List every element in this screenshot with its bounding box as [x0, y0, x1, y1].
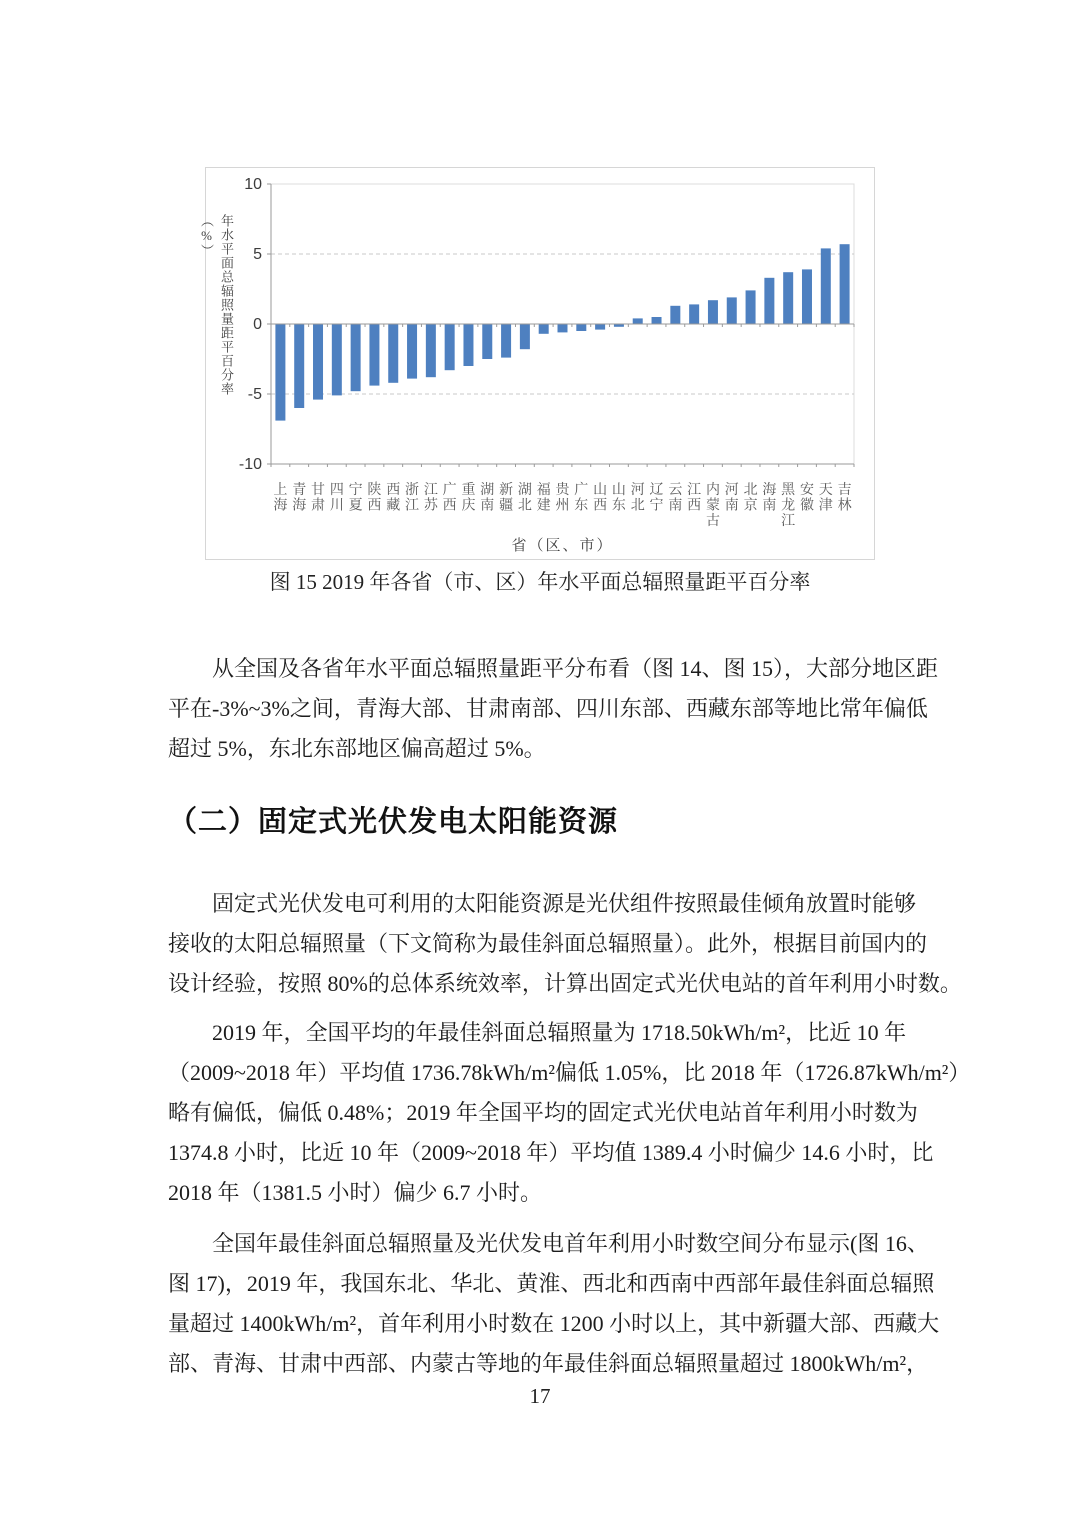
bar-吉林: [840, 244, 850, 324]
x-category-label: 西: [367, 498, 382, 514]
x-category-label: 津: [818, 498, 833, 514]
bar-福建: [539, 324, 549, 334]
x-category-label: 四: [329, 483, 344, 498]
x-category-label: 西: [442, 498, 457, 514]
x-category-label: 古: [705, 514, 720, 529]
page-number: 17: [529, 1384, 551, 1408]
x-category-label: 夏: [348, 498, 363, 514]
text-line: 2018 年（1381.5 小时）偏少 6.7 小时。: [168, 1180, 543, 1205]
text-line: 图 17)，2019 年，我国东北、华北、黄淮、西北和西南中西部年最佳斜面总辐照: [168, 1271, 935, 1296]
x-category-label: 浙: [405, 483, 420, 498]
section-heading: （二）固定式光伏发电太阳能资源: [168, 806, 619, 838]
bar-湖北: [520, 324, 530, 349]
x-category-label: 山: [611, 483, 626, 498]
x-category-label: 北: [517, 498, 532, 514]
x-category-label: 重: [461, 483, 476, 498]
bar-宁夏: [351, 324, 361, 391]
x-category-label: 徽: [799, 498, 814, 514]
x-category-label: 北: [743, 483, 758, 498]
text-line: 部、青海、甘肃中西部、内蒙古等地的年最佳斜面总辐照量超过 1800kWh/m²，: [168, 1351, 929, 1376]
x-category-label: 新: [499, 483, 514, 498]
bar-重庆: [463, 324, 473, 366]
x-category-label: 苏: [423, 498, 438, 514]
x-category-label: 京: [743, 498, 758, 514]
bar-江苏: [426, 324, 436, 377]
x-category-label: 海: [762, 483, 777, 498]
x-category-label: 南: [480, 498, 495, 514]
bar-天津: [821, 248, 831, 324]
y-tick-label: 0: [253, 316, 262, 333]
y-tick-label: 5: [253, 246, 262, 263]
text-line: 略有偏低，偏低 0.48%；2019 年全国平均的固定式光伏电站首年利用小时数为: [168, 1100, 918, 1125]
text-line: 平在-3%~3%之间，青海大部、甘肃南部、四川东部、西藏东部等地比常年偏低: [168, 696, 928, 721]
bar-陕西: [369, 324, 379, 386]
y-tick-label: 10: [244, 176, 262, 193]
x-category-label: 宁: [649, 498, 664, 514]
x-category-label: 天: [818, 483, 833, 498]
x-category-label: 疆: [499, 498, 514, 514]
x-category-label: 西: [386, 483, 401, 498]
x-category-label: 南: [724, 498, 739, 514]
bar-湖南: [482, 324, 492, 359]
x-category-label: 广: [574, 483, 589, 498]
x-category-label: 江: [687, 483, 702, 498]
x-category-label: 建: [536, 498, 551, 514]
figure-15-chart: [199, 167, 875, 560]
x-category-label: 甘: [311, 483, 326, 498]
y-tick-label: -5: [247, 386, 262, 403]
x-category-label: 西: [593, 498, 608, 514]
bar-安徽: [802, 269, 812, 324]
bar-云南: [670, 306, 680, 324]
x-category-label: 海: [273, 498, 288, 514]
x-category-label: 东: [574, 498, 589, 514]
bar-黑龙江: [783, 272, 793, 324]
bar-山西: [595, 324, 605, 330]
x-category-label: 海: [292, 498, 307, 514]
x-category-label: 湖: [480, 483, 495, 498]
bar-四川: [332, 324, 342, 395]
text-line: 超过 5%，东北东部地区偏高超过 5%。: [168, 736, 546, 761]
bar-内蒙古: [708, 300, 718, 324]
anomaly-bar-chart: [199, 168, 874, 559]
text-line: 全国年最佳斜面总辐照量及光伏发电首年利用小时数空间分布显示(图 16、: [212, 1231, 929, 1256]
y-tick-label: -10: [238, 456, 262, 473]
bar-北京: [746, 290, 756, 324]
x-category-label: 肃: [311, 498, 326, 514]
bar-甘肃: [313, 324, 323, 400]
x-category-label: 林: [837, 498, 852, 514]
text-line: 设计经验，按照 80%的总体系统效率，计算出固定式光伏电站的首年利用小时数。: [168, 971, 962, 996]
paragraph-fixed-pv-intro: [168, 884, 962, 1004]
x-category-label: 辽: [649, 483, 664, 498]
x-category-label: 青: [292, 483, 307, 498]
text-line: 2019 年，全国平均的年最佳斜面总辐照量为 1718.50kWh/m²，比近 10 年: [212, 1020, 907, 1045]
x-category-label: 福: [536, 483, 551, 498]
x-category-label: 川: [329, 498, 344, 514]
x-category-label: 西: [687, 498, 702, 514]
x-category-label: 东: [611, 498, 626, 514]
x-category-label: 湖: [517, 483, 532, 498]
bar-河南: [727, 297, 737, 324]
paragraph-spatial-distribution: [168, 1224, 940, 1384]
x-category-label: 江: [423, 483, 438, 498]
text-line: 固定式光伏发电可利用的太阳能资源是光伏组件按照最佳倾角放置时能够: [212, 891, 917, 916]
figure-caption: 图 15 2019 年各省（市、区）年水平面总辐照量距平百分率: [269, 570, 811, 594]
text-line: 从全国及各省年水平面总辐照量距平分布看（图 14、图 15），大部分地区距: [212, 656, 939, 681]
bar-江西: [689, 304, 699, 324]
text-line: 量超过 1400kWh/m²，首年利用小时数在 1200 小时以上，其中新疆大部、西藏大: [168, 1311, 940, 1336]
x-category-label: 山: [593, 483, 608, 498]
x-category-label: 贵: [555, 483, 570, 498]
x-category-label: 云: [668, 483, 683, 498]
bar-青海: [294, 324, 304, 408]
x-category-label: 上: [273, 483, 288, 498]
bar-广西: [445, 324, 455, 370]
bar-浙江: [407, 324, 417, 379]
x-category-label: 广: [442, 483, 457, 498]
x-category-label: 蒙: [705, 498, 720, 514]
x-axis-title: 省（区、市）: [511, 538, 614, 554]
text-line: （2009~2018 年）平均值 1736.78kWh/m²偏低 1.05%，比 2018 年（1726.87kWh/m²）: [168, 1060, 971, 1085]
bar-西藏: [388, 324, 398, 383]
text-line: 接收的太阳总辐照量（下文简称为最佳斜面总辐照量）。此外，根据目前国内的: [168, 931, 928, 956]
x-category-label: 内: [705, 483, 720, 498]
x-category-label: 州: [555, 498, 570, 514]
x-category-label: 河: [724, 483, 739, 498]
x-category-label: 宁: [348, 483, 363, 498]
paragraph-2019-statistics: [168, 1013, 971, 1213]
x-category-label: 安: [799, 483, 814, 498]
x-category-label: 陕: [367, 483, 382, 498]
bar-贵州: [558, 324, 568, 332]
x-category-label: 龙: [781, 498, 796, 514]
x-category-label: 江: [781, 514, 796, 529]
bar-海南: [764, 278, 774, 324]
x-category-label: 河: [630, 483, 645, 498]
bar-河北: [633, 318, 643, 324]
y-axis-title: 年水平面总辐照量距平百分率（%）: [199, 214, 234, 396]
bar-广东: [576, 324, 586, 331]
bar-新疆: [501, 324, 511, 358]
x-category-label: 南: [668, 498, 683, 514]
x-category-label: 黑: [781, 483, 796, 498]
bar-上海: [275, 324, 285, 421]
x-category-label: 庆: [461, 498, 476, 514]
x-category-label: 江: [405, 498, 420, 514]
text-line: 1374.8 小时，比近 10 年（2009~2018 年）平均值 1389.4 小时偏少 14.6 小时，比: [168, 1140, 934, 1165]
paragraph-anomaly-summary: [168, 649, 939, 769]
bar-辽宁: [652, 317, 662, 324]
x-category-label: 藏: [386, 498, 401, 514]
x-category-label: 北: [630, 498, 645, 514]
x-category-label: 吉: [837, 483, 852, 498]
x-category-label: 南: [762, 498, 777, 514]
